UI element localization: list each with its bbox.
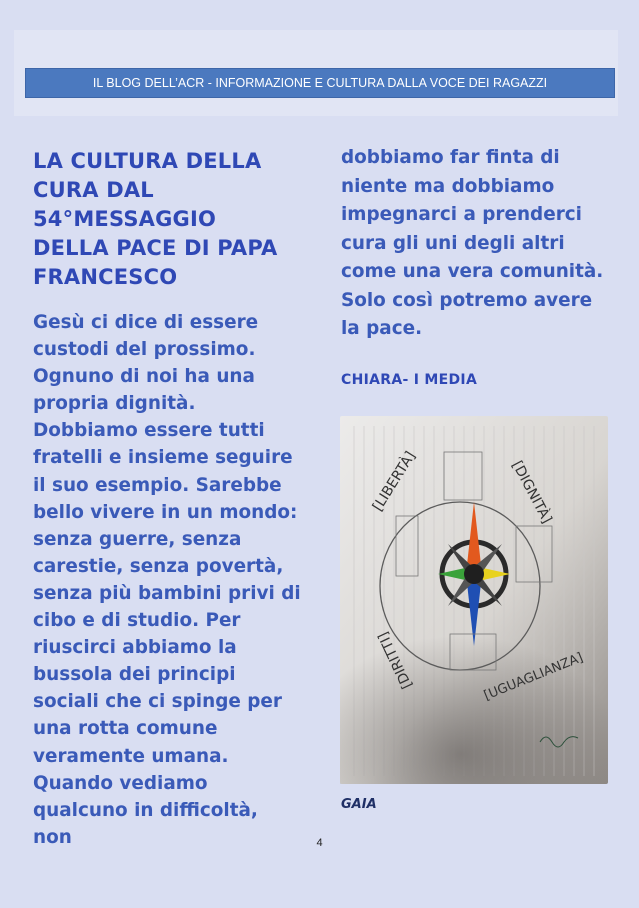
label-liberta: [LIBERTÀ] <box>369 448 419 515</box>
label-dignita: [DIGNITÀ] <box>508 458 555 527</box>
article-body-right: dobbiamo far finta di niente ma dobbiamo impegnarci a prenderci cura gli uni degli altri come una vera comunità. Solo così potremo avere la pace. <box>341 147 604 339</box>
label-uguaglianza: [UGUAGLIANZA] <box>481 650 586 704</box>
page-number: 4 <box>316 837 323 849</box>
compass-drawing-image <box>340 416 608 784</box>
article-body-left: Gesù ci dice di essere custodi del prossimo. Ognuno di noi ha una propria dignità. Dobbiamo essere tutti fratelli e insieme seguire il suo esempio. Sarebbe bello vivere in un mondo: senza guerre, senza carestie, senza povertà, senza più bambini privi di cibo e di studio. Per riuscirci abbiamo la bussola dei principi sociali che ci spinge per una rotta comune veramente umana. Quando vediamo qualcuno in difficoltà, non <box>33 312 301 848</box>
label-diritti: [DIRITTI] <box>375 629 416 692</box>
article-author: CHIARA- I MEDIA <box>341 372 478 388</box>
drawing-caption: GAIA <box>341 797 377 812</box>
article-title: LA CULTURA DELLA CURA DAL 54°MESSAGGIO DELLA PACE DI PAPA FRANCESCO <box>33 149 278 289</box>
blog-banner: IL BLOG DELL’ACR - INFORMAZIONE E CULTURA DALLA VOCE DEI RAGAZZI <box>25 68 615 98</box>
